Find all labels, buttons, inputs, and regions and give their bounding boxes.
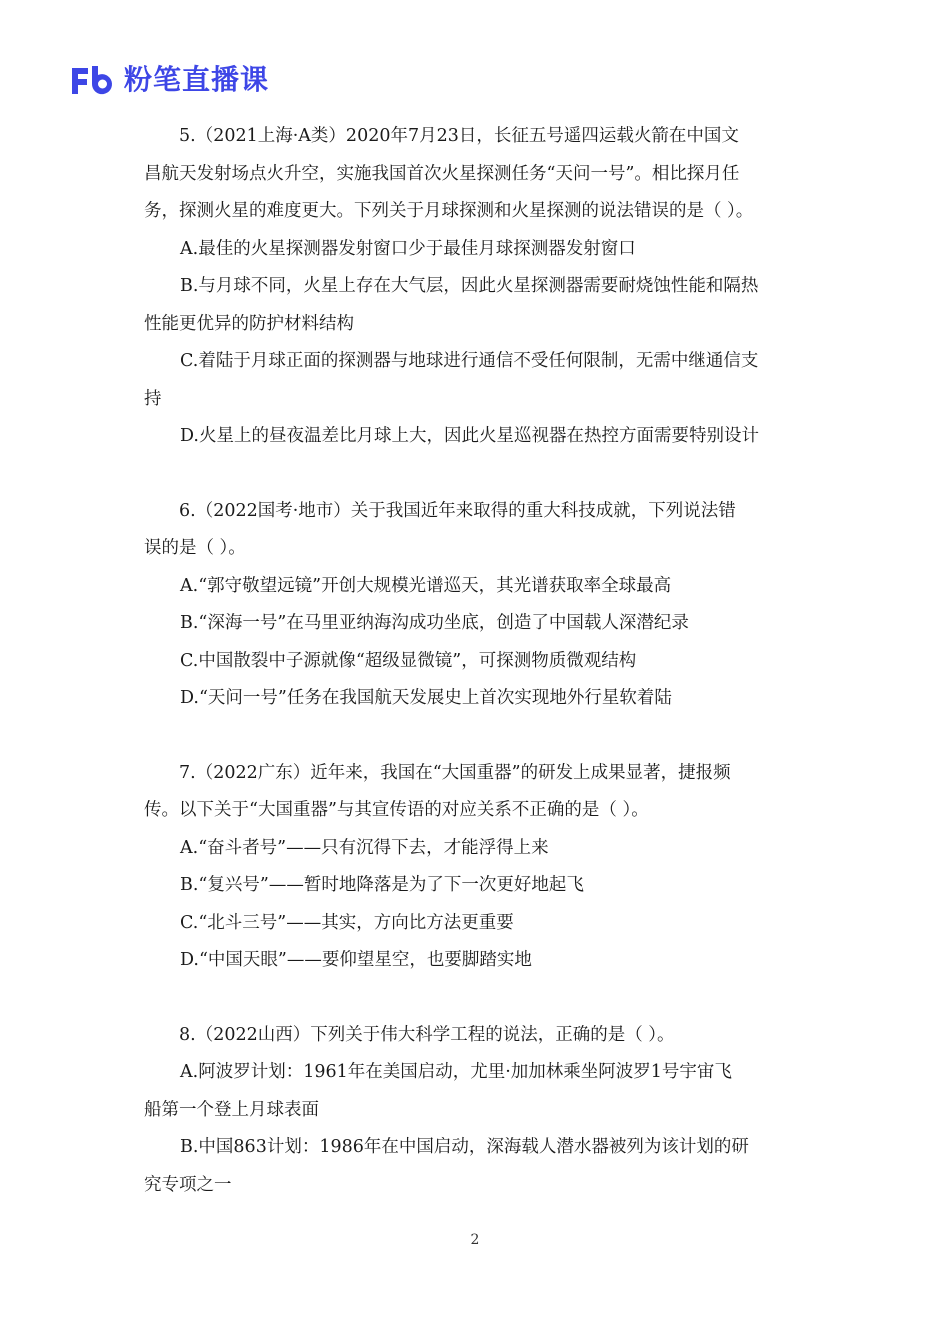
brand-logo xyxy=(68,62,269,98)
option-a: A.“奋斗者号”——只有沉得下去，才能浮得上来 xyxy=(180,837,549,858)
option-b: B.中国863计划：1986年在中国启动，深海载人潜水器被列为该计划的研 xyxy=(180,1137,749,1157)
option-b-continued: 性能更优异的防护材料结构 xyxy=(144,313,354,334)
question-stem-line: 误的是（ ）。 xyxy=(144,538,246,558)
question-stem-line: 昌航天发射场点火升空，实施我国首次火星探测任务“天问一号”。相比探月任 xyxy=(144,163,740,184)
option-a: A.“郭守敬望远镜”开创大规模光谱巡天，其光谱获取率全球最高 xyxy=(180,575,672,596)
question-stem-line: 8.（2022山西）下列关于伟大科学工程的说法，正确的是（ ）。 xyxy=(179,1024,675,1045)
option-a-continued: 船第一个登上月球表面 xyxy=(144,1099,319,1120)
question-stem-line: 务，探测火星的难度更大。下列关于月球探测和火星探测的说法错误的是（ ）。 xyxy=(144,201,754,221)
option-c: C.着陆于月球正面的探测器与地球进行通信不受任何限制，无需中继通信支 xyxy=(180,351,759,371)
question-stem-line: 7.（2022广东）近年来，我国在“大国重器”的研发上成果显著，捷报频 xyxy=(179,762,731,783)
fb-logo-icon xyxy=(68,62,120,98)
option-d: D.“天问一号”任务在我国航天发展史上首次实现地外行星软着陆 xyxy=(180,688,672,708)
option-b: B.与月球不同，火星上存在大气层，因此火星探测器需要耐烧蚀性能和隔热 xyxy=(180,276,759,296)
option-c: C.“北斗三号”——其实，方向比方法更重要 xyxy=(180,912,514,933)
option-c-continued: 持 xyxy=(144,388,162,409)
option-d: D.“中国天眼”——要仰望星空，也要脚踏实地 xyxy=(180,950,532,970)
option-b: B.“深海一号”在马里亚纳海沟成功坐底，创造了中国载人深潜纪录 xyxy=(180,613,689,633)
option-d: D.火星上的昼夜温差比月球上大，因此火星巡视器在热控方面需要特别设计 xyxy=(180,426,759,446)
question-8 xyxy=(144,1017,808,1205)
option-a: A.最佳的火星探测器发射窗口少于最佳月球探测器发射窗口 xyxy=(180,238,636,259)
question-stem-line: 传。以下关于“大国重器”与其宣传语的对应关系不正确的是（ ）。 xyxy=(144,800,649,820)
option-a: A.阿波罗计划：1961年在美国启动，尤里·加加林乘坐阿波罗1号宇宙飞 xyxy=(180,1062,732,1082)
option-c: C.中国散裂中子源就像“超级显微镜”，可探测物质微观结构 xyxy=(180,650,637,671)
question-7 xyxy=(144,755,808,980)
question-6 xyxy=(144,493,808,718)
question-stem-line: 6.（2022国考·地市）关于我国近年来取得的重大科技成就，下列说法错 xyxy=(179,500,736,521)
question-content xyxy=(144,118,808,1241)
page-number: 2 xyxy=(470,1232,480,1248)
question-5 xyxy=(144,118,808,456)
option-b: B.“复兴号”——暂时地降落是为了下一次更好地起飞 xyxy=(180,875,584,895)
question-stem-line: 5.（2021上海·A类）2020年7月23日，长征五号遥四运载火箭在中国文 xyxy=(179,126,739,146)
logo-text: 粉笔直播课 xyxy=(124,63,270,96)
option-b-continued: 究专项之一 xyxy=(144,1174,232,1195)
